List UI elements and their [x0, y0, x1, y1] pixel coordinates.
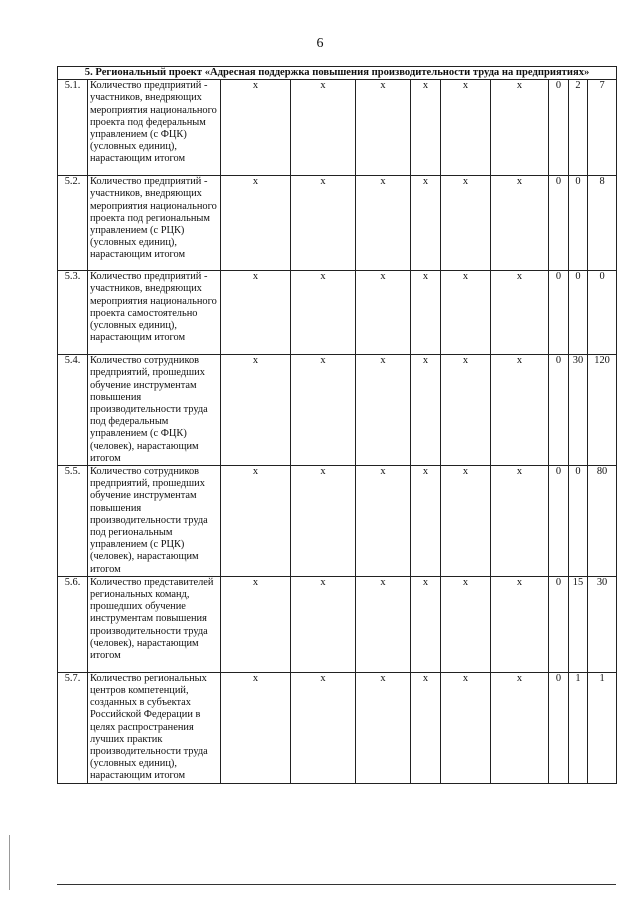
row-number: 5.5.: [58, 466, 88, 577]
row-number: 5.6.: [58, 576, 88, 672]
page-bottom-rule: [57, 884, 616, 885]
cell-x: x: [221, 466, 291, 577]
cell-x: x: [356, 80, 411, 176]
indicator-description: Количество сотрудников предприятий, прошедших обучение инструментам повышения производительности труда под региональным управлением (с РЦК) (человек), нарастающим итогом: [88, 466, 221, 577]
scan-margin-mark: [9, 835, 10, 890]
cell-x: x: [291, 80, 356, 176]
cell-value: 8: [588, 176, 617, 271]
cell-x: x: [356, 466, 411, 577]
cell-value: 1: [569, 672, 588, 783]
cell-value: 0: [549, 466, 569, 577]
table-row: [58, 576, 617, 672]
cell-x: x: [356, 176, 411, 271]
table-row: [58, 466, 617, 577]
cell-x: x: [491, 80, 549, 176]
row-number: 5.7.: [58, 672, 88, 783]
cell-x: x: [441, 176, 491, 271]
cell-x: x: [441, 672, 491, 783]
cell-x: x: [291, 176, 356, 271]
cell-value: 15: [569, 576, 588, 672]
row-number: 5.2.: [58, 176, 88, 271]
cell-x: x: [491, 672, 549, 783]
indicator-description: Количество предприятий - участников, внедряющих мероприятия национального проекта самостоятельно (условных единиц), нарастающим итогом: [88, 271, 221, 355]
cell-x: x: [291, 271, 356, 355]
cell-value: 80: [588, 466, 617, 577]
cell-x: x: [221, 176, 291, 271]
cell-x: x: [221, 271, 291, 355]
indicator-description: Количество представителей региональных команд, прошедших обучение инструментам повышения производительности труда (человек), нарастающим итогом: [88, 576, 221, 672]
cell-x: x: [221, 355, 291, 466]
cell-x: x: [356, 355, 411, 466]
cell-value: 0: [569, 271, 588, 355]
cell-value: 0: [549, 576, 569, 672]
cell-x: x: [491, 271, 549, 355]
cell-x: x: [221, 576, 291, 672]
cell-value: 30: [588, 576, 617, 672]
indicator-description: Количество предприятий - участников, внедряющих мероприятия национального проекта под федеральным управлением (с ФЦК) (условных единиц), нарастающим итогом: [88, 80, 221, 176]
page-number: 6: [316, 36, 324, 51]
row-number: 5.1.: [58, 80, 88, 176]
cell-x: x: [491, 466, 549, 577]
indicator-description: Количество региональных центров компетенций, созданных в субъектах Российской Федерации в целях распространения лучших практик производительности труда (условных единиц), нарастающим итогом: [88, 672, 221, 783]
cell-x: x: [356, 576, 411, 672]
table-row: [58, 271, 617, 355]
cell-x: x: [491, 576, 549, 672]
cell-x: x: [411, 271, 441, 355]
cell-x: x: [441, 576, 491, 672]
cell-x: x: [441, 466, 491, 577]
cell-x: x: [356, 672, 411, 783]
cell-x: x: [411, 80, 441, 176]
cell-x: x: [411, 176, 441, 271]
cell-x: x: [291, 466, 356, 577]
cell-x: x: [291, 672, 356, 783]
cell-value: 120: [588, 355, 617, 466]
cell-value: 0: [569, 466, 588, 577]
row-number: 5.4.: [58, 355, 88, 466]
cell-x: x: [221, 672, 291, 783]
cell-x: x: [411, 466, 441, 577]
indicator-description: Количество сотрудников предприятий, прошедших обучение инструментам повышения производительности труда под федеральным управлением (с ФЦК) (человек), нарастающим итогом: [88, 355, 221, 466]
cell-x: x: [441, 355, 491, 466]
cell-x: x: [411, 355, 441, 466]
indicators-table: [57, 66, 617, 784]
cell-x: x: [356, 271, 411, 355]
cell-value: 0: [549, 176, 569, 271]
section-title: 5. Региональный проект «Адресная поддержка повышения производительности труда на предприятиях»: [58, 67, 617, 80]
cell-value: 0: [549, 355, 569, 466]
cell-value: 2: [569, 80, 588, 176]
cell-value: 7: [588, 80, 617, 176]
cell-x: x: [491, 355, 549, 466]
cell-x: x: [491, 176, 549, 271]
cell-value: 0: [569, 176, 588, 271]
row-number: 5.3.: [58, 271, 88, 355]
cell-x: x: [441, 80, 491, 176]
cell-x: x: [291, 576, 356, 672]
section-header-row: [58, 67, 617, 80]
table-row: [58, 80, 617, 176]
cell-x: x: [291, 355, 356, 466]
table-row: [58, 176, 617, 271]
cell-value: 0: [549, 672, 569, 783]
cell-x: x: [441, 271, 491, 355]
cell-x: x: [411, 672, 441, 783]
table-row: [58, 672, 617, 783]
table-row: [58, 355, 617, 466]
cell-value: 30: [569, 355, 588, 466]
cell-value: 0: [588, 271, 617, 355]
indicator-description: Количество предприятий - участников, внедряющих мероприятия национального проекта под региональным управлением (с РЦК) (условных единиц), нарастающим итогом: [88, 176, 221, 271]
cell-x: x: [221, 80, 291, 176]
cell-value: 1: [588, 672, 617, 783]
cell-x: x: [411, 576, 441, 672]
cell-value: 0: [549, 271, 569, 355]
cell-value: 0: [549, 80, 569, 176]
